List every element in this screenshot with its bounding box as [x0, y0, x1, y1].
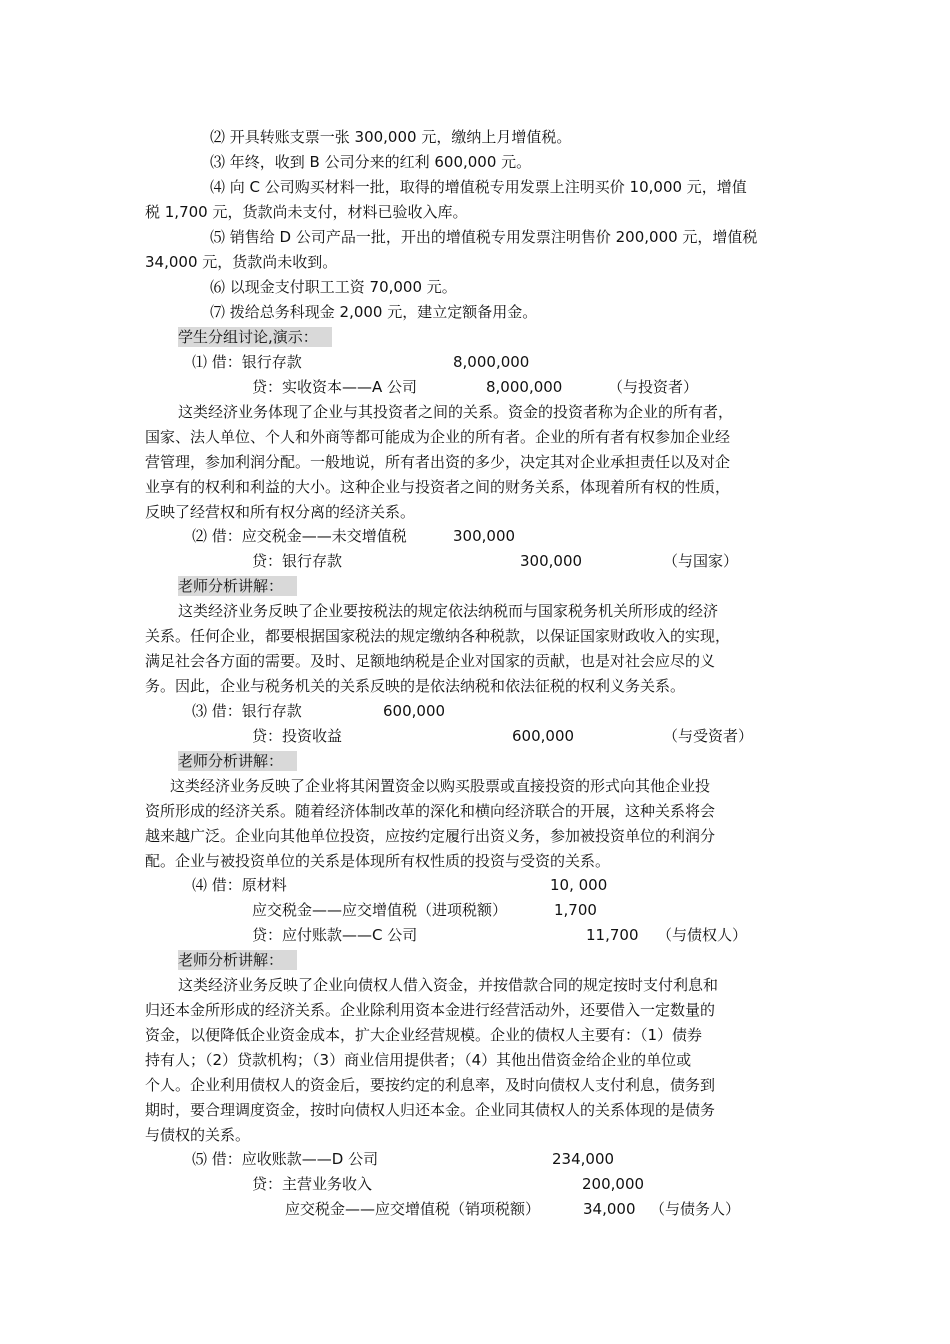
paragraph-4-line-1: 这类经济业务反映了企业向债权人借入资金，并按借款合同的规定按时支付利息和 [178, 976, 719, 994]
item-7-line: ⑺ 拨给总务科现金 2,000 元，建立定额备用金。 [210, 303, 538, 321]
section-heading-analysis-2: 老师分析讲解： [178, 751, 297, 771]
paragraph-3-line-1: 这类经济业务反映了企业将其闲置资金以购买股票或直接投资的形式向其他企业投 [170, 777, 711, 795]
section-heading-analysis-3: 老师分析讲解： [178, 950, 297, 970]
entry-4-credit: 贷：应付账款——C 公司 [252, 926, 418, 944]
entry-3-credit-amount: 600,000 [512, 727, 575, 745]
paragraph-3-line-4: 配。企业与被投资单位的关系是体现所有权性质的投资与受资的关系。 [145, 852, 611, 870]
entry-5-debit-amount: 234,000 [552, 1150, 615, 1168]
paragraph-2-line-4: 务。因此，企业与税务机关的关系反映的是依法纳税和依法征税的权利义务关系。 [145, 677, 686, 695]
paragraph-2-line-3: 满足社会各方面的需要。及时、足额地纳税是企业对国家的贡献，也是对社会应尽的义 [145, 652, 716, 670]
item-4-line-2: 税 1,700 元，货款尚未支付，材料已验收入库。 [145, 203, 468, 221]
entry-4-relation: （与债权人） [657, 926, 748, 944]
entry-1-credit-amount: 8,000,000 [486, 378, 563, 396]
section-heading-discussion: 学生分组讨论,演示： [178, 327, 332, 347]
entry-1-debit: ⑴ 借：银行存款 [192, 353, 302, 371]
entry-2-debit-amount: 300,000 [453, 527, 516, 545]
item-4-line-1: ⑷ 向 C 公司购买材料一批，取得的增值税专用发票上注明买价 10,000 元，增值 [210, 178, 747, 196]
entry-2-credit: 贷：银行存款 [252, 552, 343, 570]
entry-2-relation: （与国家） [663, 552, 739, 570]
paragraph-4-line-7: 与债权的关系。 [145, 1126, 251, 1144]
paragraph-2-line-2: 关系。任何企业，都要根据国家税法的规定缴纳各种税款，以保证国家财政收入的实现， [145, 627, 731, 645]
paragraph-4-line-3: 资金，以便降低企业资金成本，扩大企业经营规模。企业的债权人主要有：（1）债券 [145, 1026, 703, 1044]
entry-4-debit-amount: 10, 000 [550, 876, 608, 894]
entry-5-relation: （与债务人） [650, 1200, 741, 1218]
entry-3-debit-amount: 600,000 [383, 702, 446, 720]
paragraph-1-line-4: 业享有的权利和利益的大小。这种企业与投资者之间的财务关系，体现着所有权的性质， [145, 478, 731, 496]
paragraph-4-line-2: 归还本金所形成的经济关系。企业除利用资本金进行经营活动外，还要借入一定数量的 [145, 1001, 716, 1019]
entry-1-debit-amount: 8,000,000 [453, 353, 530, 371]
paragraph-4-line-4: 持有人；（2）贷款机构；（3）商业信用提供者；（4）其他出借资金给企业的单位或 [145, 1051, 692, 1069]
entry-3-credit: 贷：投资收益 [252, 727, 343, 745]
paragraph-3-line-3: 越来越广泛。企业向其他单位投资，应按约定履行出资义务，参加被投资单位的利润分 [145, 827, 716, 845]
entry-4-debit: ⑷ 借：原材料 [192, 876, 287, 894]
entry-1-credit: 贷：实收资本——A 公司 [252, 378, 418, 396]
entry-5-credit-2-amount: 34,000 [583, 1200, 636, 1218]
entry-4-debit-2: 应交税金——应交增值税（进项税额） [252, 901, 508, 919]
paragraph-1-line-3: 营管理，参加利润分配。一般地说，所有者出资的多少，决定其对企业承担责任以及对企 [145, 453, 731, 471]
entry-3-relation: （与受资者） [663, 727, 754, 745]
paragraph-2-line-1: 这类经济业务反映了企业要按税法的规定依法纳税而与国家税务机关所形成的经济 [178, 602, 719, 620]
paragraph-4-line-5: 个人。企业利用债权人的资金后，要按约定的利息率，及时向债权人支付利息，债务到 [145, 1076, 716, 1094]
entry-2-debit: ⑵ 借：应交税金——未交增值税 [192, 527, 407, 545]
paragraph-1-line-2: 国家、法人单位、个人和外商等都可能成为企业的所有者。企业的所有者有权参加企业经 [145, 428, 731, 446]
entry-2-credit-amount: 300,000 [520, 552, 583, 570]
paragraph-1-line-1: 这类经济业务体现了企业与其投资者之间的关系。资金的投资者称为企业的所有者， [178, 403, 734, 421]
item-5-line-1: ⑸ 销售给 D 公司产品一批，开出的增值税专用发票注明售价 200,000 元，增值税 [210, 228, 758, 246]
entry-4-debit-2-amount: 1,700 [554, 901, 597, 919]
item-3-line: ⑶ 年终，收到 B 公司分来的红利 600,000 元。 [210, 153, 532, 171]
item-2-line: ⑵ 开具转账支票一张 300,000 元，缴纳上月增值税。 [210, 128, 572, 146]
paragraph-4-line-6: 期时，要合理调度资金，按时向债权人归还本金。企业同其债权人的关系体现的是债务 [145, 1101, 716, 1119]
item-6-line: ⑹ 以现金支付职工工资 70,000 元。 [210, 278, 457, 296]
entry-5-credit-2: 应交税金——应交增值税（销项税额） [285, 1200, 541, 1218]
entry-5-credit-amount: 200,000 [582, 1175, 645, 1193]
section-heading-analysis-1: 老师分析讲解： [178, 576, 297, 596]
item-5-line-2: 34,000 元，货款尚未收到。 [145, 253, 338, 271]
paragraph-1-line-5: 反映了经营权和所有权分离的经济关系。 [145, 503, 416, 521]
entry-4-credit-amount: 11,700 [586, 926, 639, 944]
entry-5-debit: ⑸ 借：应收账款——D 公司 [192, 1150, 379, 1168]
entry-1-relation: （与投资者） [608, 378, 699, 396]
entry-5-credit: 贷：主营业务收入 [252, 1175, 373, 1193]
entry-3-debit: ⑶ 借：银行存款 [192, 702, 302, 720]
paragraph-3-line-2: 资所形成的经济关系。随着经济体制改革的深化和横向经济联合的开展，这种关系将会 [145, 802, 716, 820]
